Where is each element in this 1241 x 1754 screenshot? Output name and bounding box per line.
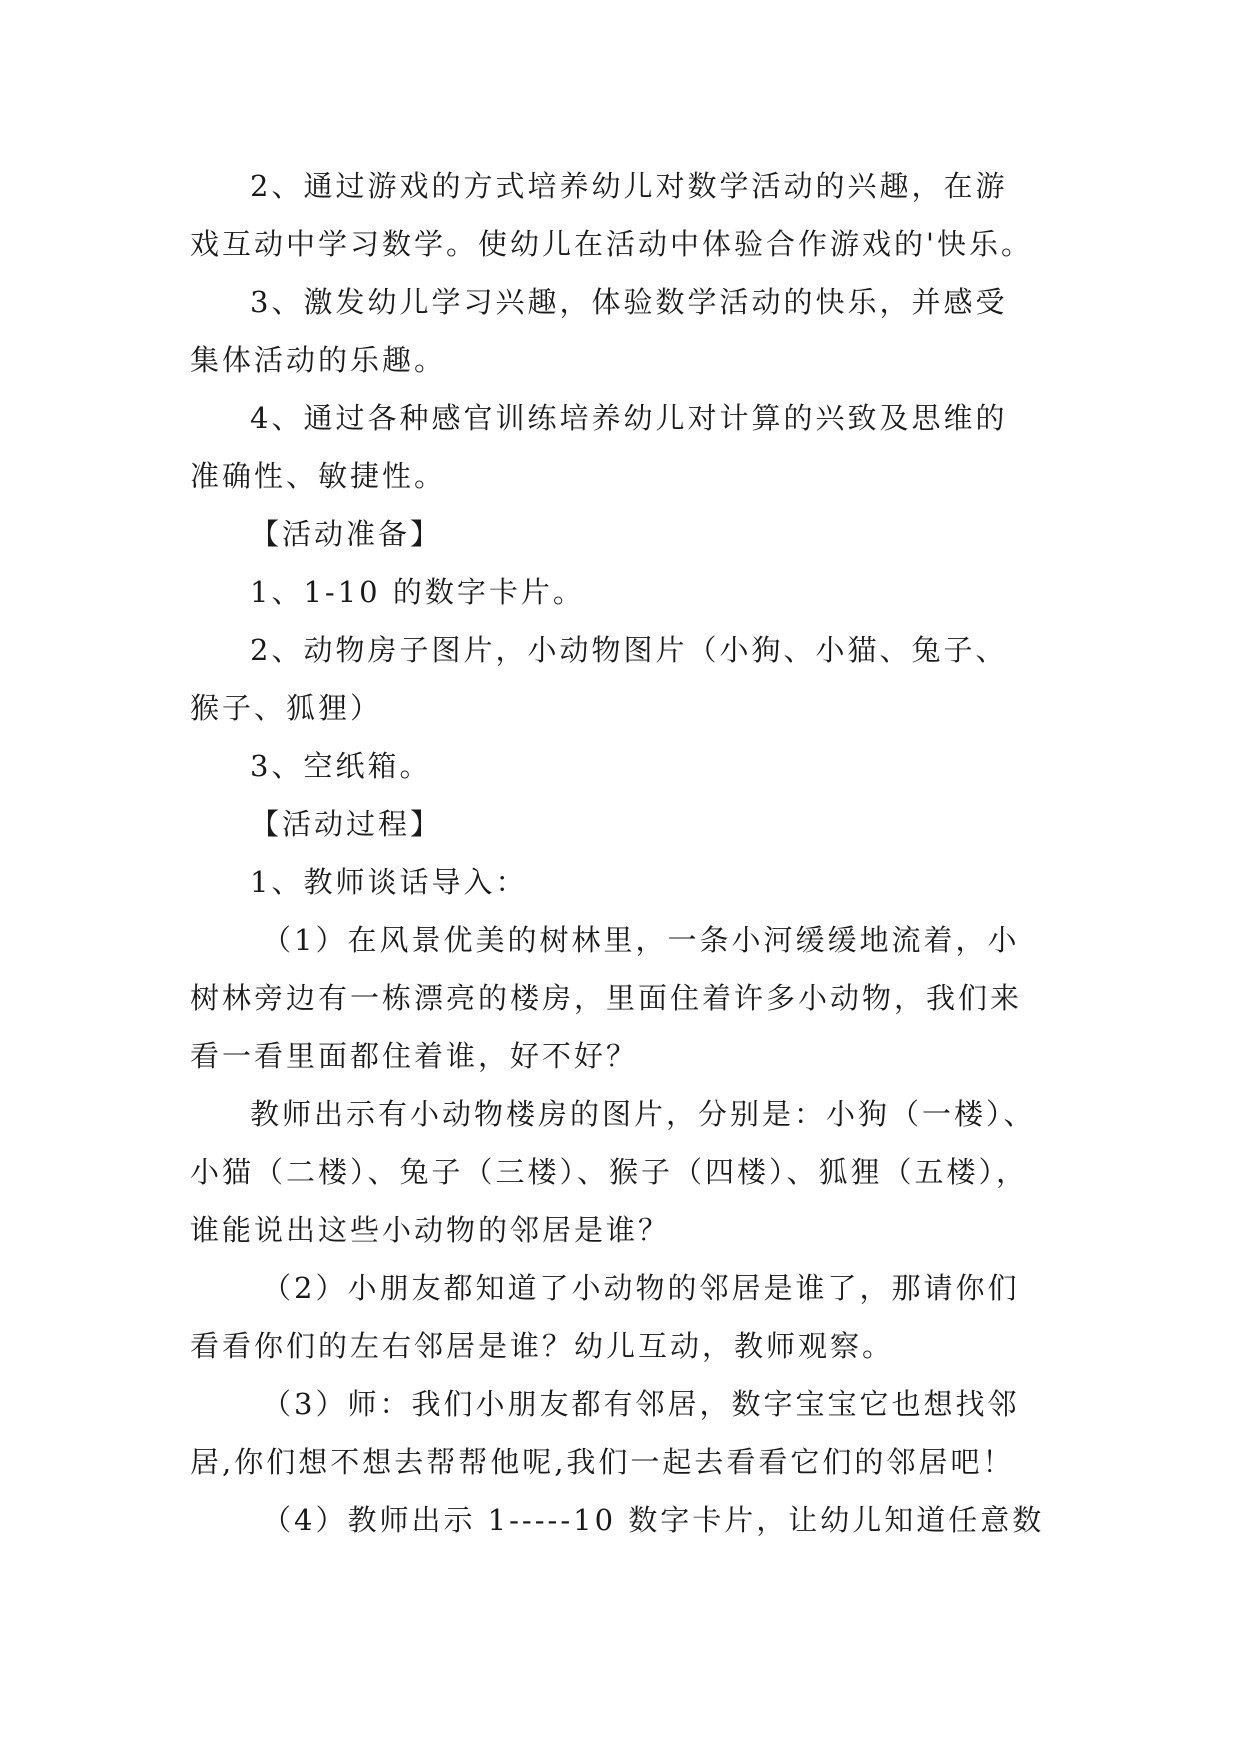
paragraph-line: 教师出示有小动物楼房的图片，分别是：小狗（一楼）、 [250, 1097, 1036, 1131]
paragraph-line: 树林旁边有一栋漂亮的楼房，里面住着许多小动物，我们来 [190, 981, 1023, 1015]
paragraph-line: 看看你们的左右邻居是谁？幼儿互动，教师观察。 [190, 1329, 895, 1363]
paragraph-line: （2）小朋友都知道了小动物的邻居是谁了，那请你们 [262, 1271, 1020, 1305]
paragraph-line: 小猫（二楼）、兔子（三楼）、猴子（四楼）、狐狸（五楼）， [190, 1155, 1029, 1189]
paragraph-line: （4）教师出示 1-----10 数字卡片，让幼儿知道任意数 [262, 1503, 1045, 1537]
paragraph-line: 1、1-10 的数字卡片。 [250, 575, 585, 609]
paragraph-line: 3、空纸箱。 [250, 749, 432, 783]
paragraph-line: 猴子、狐狸） [190, 691, 383, 725]
paragraph-line: 2、动物房子图片，小动物图片（小狗、小猫、兔子、 [250, 633, 1008, 667]
section-heading: 【活动过程】 [250, 807, 443, 841]
paragraph-line: 看一看里面都住着谁，好不好？ [190, 1039, 639, 1073]
paragraph-line: （1）在风景优美的树林里，一条小河缓缓地流着，小 [262, 923, 1020, 957]
paragraph-line: 4、通过各种感官训练培养幼儿对计算的兴致及思维的 [250, 401, 1008, 435]
paragraph-line: 1、教师谈话导入： [250, 865, 528, 899]
paragraph-line: 戏互动中学习数学。使幼儿在活动中体验合作游戏的'快乐。 [190, 227, 1033, 261]
paragraph-line: 谁能说出这些小动物的邻居是谁？ [190, 1213, 671, 1247]
paragraph-line: 居,你们想不想去帮帮他呢,我们一起去看看它们的邻居吧！ [190, 1445, 1015, 1479]
paragraph-line: 准确性、敏捷性。 [190, 459, 447, 493]
paragraph-line: 集体活动的乐趣。 [190, 343, 447, 377]
section-heading: 【活动准备】 [250, 517, 443, 551]
paragraph-line: 3、激发幼儿学习兴趣，体验数学活动的快乐，并感受 [250, 285, 1008, 319]
paragraph-line: （3）师：我们小朋友都有邻居，数字宝宝它也想找邻 [262, 1387, 1020, 1421]
paragraph-line: 2、通过游戏的方式培养幼儿对数学活动的兴趣，在游 [250, 169, 1008, 203]
